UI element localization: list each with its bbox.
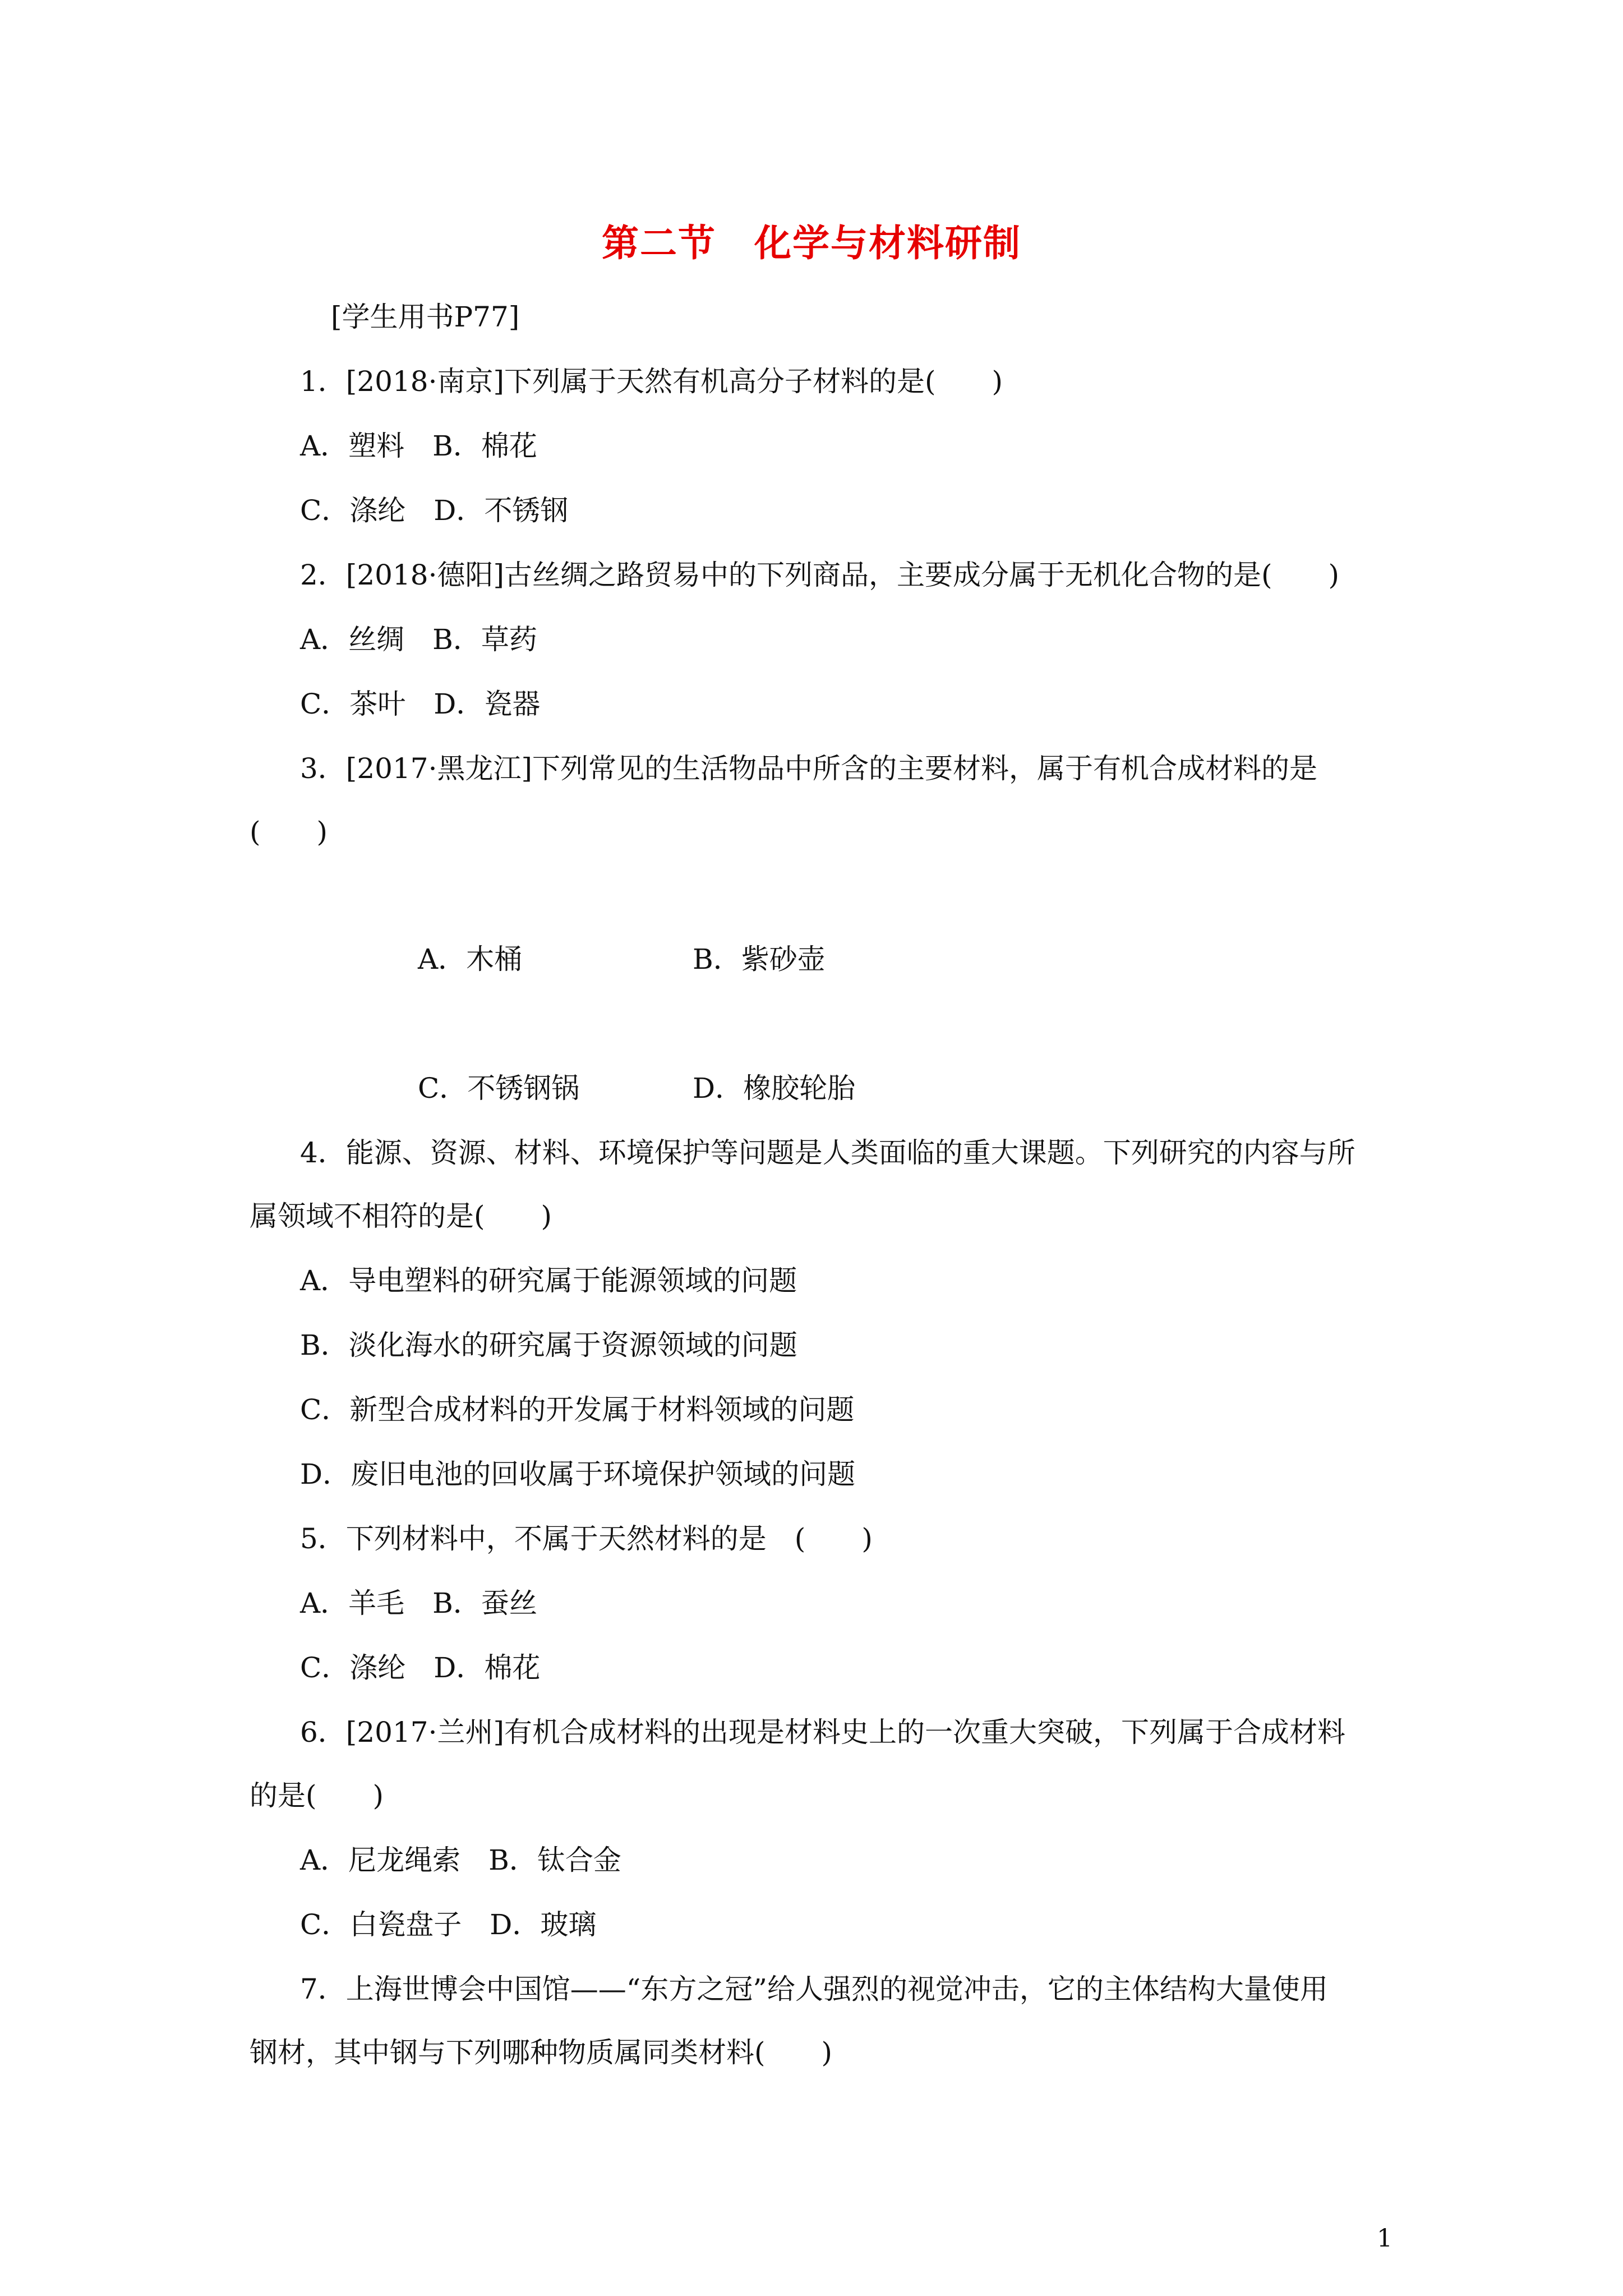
- question-1-stem: 1．[2018·南京]下列属于天然有机高分子材料的是( ): [300, 365, 1003, 398]
- question-6-stem-line-2: 的是( ): [250, 1779, 384, 1812]
- question-4-option-a: A．导电塑料的研究属于能源领域的问题: [300, 1264, 797, 1297]
- question-6-options-cd: C．白瓷盘子 D．玻璃: [300, 1908, 597, 1941]
- question-6-stem-line-1: 6．[2017·兰州]有机合成材料的出现是材料史上的一次重大突破，下列属于合成材料: [300, 1716, 1345, 1749]
- question-3-option-d: D．橡胶轮胎: [693, 1072, 856, 1105]
- question-3-option-c: C．不锈钢锅: [418, 1072, 580, 1105]
- question-6-options-ab: A．尼龙绳索 B．钛合金: [300, 1844, 621, 1876]
- question-3-option-b: B．紫砂壶: [693, 943, 826, 976]
- question-4-stem-line-1: 4．能源、资源、材料、环境保护等问题是人类面临的重大课题。下列研究的内容与所: [300, 1137, 1355, 1169]
- question-3-options-cd: [0, 1069, 1623, 1108]
- question-3-stem-line-2: ( ): [250, 816, 328, 848]
- section-title: 第二节 化学与材料研制: [602, 222, 1021, 265]
- question-4-option-c: C．新型合成材料的开发属于材料领域的问题: [300, 1393, 855, 1426]
- question-2-options-ab: A．丝绸 B．草药: [300, 623, 537, 656]
- question-3-options-ab: [0, 940, 1623, 979]
- question-7-stem-line-2: 钢材，其中钢与下列哪种物质属同类材料( ): [250, 2036, 833, 2069]
- question-2-options-cd: C．茶叶 D．瓷器: [300, 688, 541, 720]
- question-1-options-ab: A．塑料 B．棉花: [300, 430, 537, 462]
- question-5-options-cd: C．涤纶 D．棉花: [300, 1651, 541, 1684]
- question-7-stem-line-1: 7．上海世博会中国馆——“东方之冠”给人强烈的视觉冲击，它的主体结构大量使用: [300, 1973, 1328, 2005]
- question-2-stem: 2．[2018·德阳]古丝绸之路贸易中的下列商品，主要成分属于无机化合物的是( ): [300, 559, 1339, 591]
- page-number: 1: [1377, 2224, 1393, 2253]
- question-3-option-a: A．木桶: [418, 943, 523, 976]
- question-4-stem-line-2: 属领域不相符的是( ): [250, 1200, 552, 1232]
- question-1-options-cd: C．涤纶 D．不锈钢: [300, 494, 569, 527]
- source-reference: [学生用书P77]: [331, 301, 520, 333]
- question-4-option-b: B．淡化海水的研究属于资源领域的问题: [300, 1329, 797, 1361]
- question-5-options-ab: A．羊毛 B．蚕丝: [300, 1587, 537, 1619]
- question-4-option-d: D．废旧电池的回收属于环境保护领域的问题: [300, 1458, 856, 1490]
- question-5-stem: 5．下列材料中，不属于天然材料的是 ( ): [300, 1522, 873, 1555]
- question-3-stem-line-1: 3．[2017·黑龙江]下列常见的生活物品中所含的主要材料，属于有机合成材料的是: [300, 752, 1317, 785]
